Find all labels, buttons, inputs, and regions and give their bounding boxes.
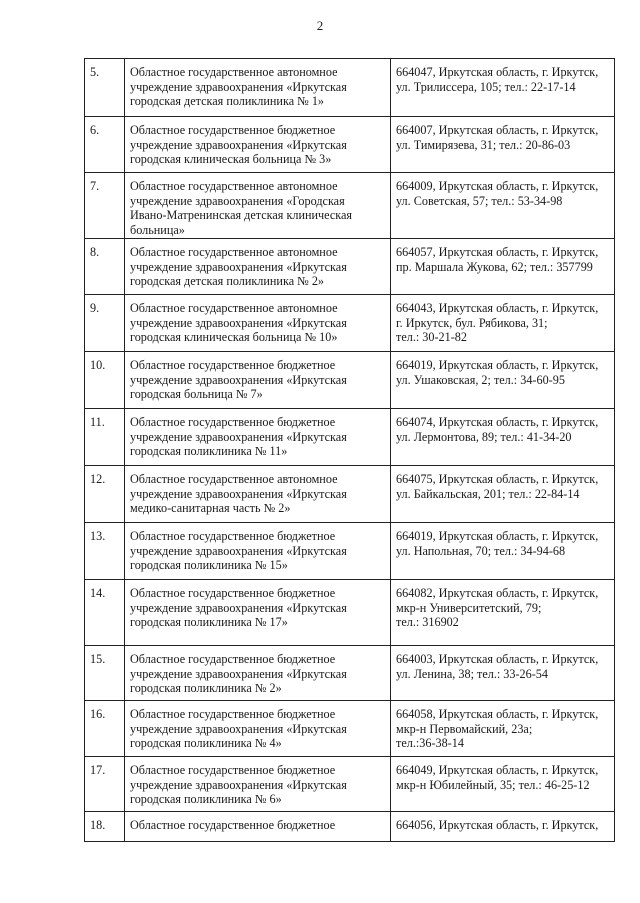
row-number: 12. <box>85 466 125 523</box>
institution-name <box>125 117 391 173</box>
institution-address-line: 664019, Иркутская область, г. Иркутск, <box>396 529 599 543</box>
table-body <box>85 59 615 842</box>
institution-address-line: ул. Советская, 57; тел.: 53-34-98 <box>396 193 563 208</box>
institution-name <box>125 523 391 580</box>
institution-address-line: 664049, Иркутская область, г. Иркутск, <box>396 763 599 777</box>
institution-name-line: Областное государственное автономное <box>130 245 338 259</box>
institution-address-line: ул. Тимирязева, 31; тел.: 20-86-03 <box>396 137 571 152</box>
row-number: 16. <box>85 701 125 757</box>
institution-address <box>391 117 615 173</box>
institution-name <box>125 409 391 466</box>
institution-name-line: городская детская поликлиника № 2» <box>130 274 325 289</box>
institution-name-line: городская поликлиника № 2» <box>130 681 282 696</box>
institution-name-line: учреждение здравоохранения «Иркутская <box>130 486 347 501</box>
institution-address <box>391 239 615 295</box>
institution-name-line: Областное государственное бюджетное <box>130 415 336 429</box>
institution-address-line: 664082, Иркутская область, г. Иркутск, <box>396 586 599 600</box>
institution-name-line: учреждение здравоохранения «Иркутская <box>130 79 347 94</box>
institution-name-line: учреждение здравоохранения «Иркутская <box>130 429 347 444</box>
institution-name-line: городская клиническая больница № 10» <box>130 330 338 345</box>
institution-address <box>391 352 615 409</box>
institution-name-line: Областное государственное бюджетное <box>130 763 336 777</box>
institution-address-line: мкр-н Юбилейный, 35; тел.: 46-25-12 <box>396 777 590 792</box>
institution-name <box>125 352 391 409</box>
institution-address-line: 664043, Иркутская область, г. Иркутск, <box>396 301 599 315</box>
table-row <box>85 239 615 295</box>
institution-address-line: ул. Ленина, 38; тел.: 33-26-54 <box>396 666 548 681</box>
institution-address-line: мкр-н Первомайский, 23а; <box>396 721 533 736</box>
row-number: 13. <box>85 523 125 580</box>
institution-name-line: Областное государственное автономное <box>130 472 338 486</box>
row-number: 14. <box>85 580 125 646</box>
table-row <box>85 701 615 757</box>
institution-address-line: 664058, Иркутская область, г. Иркутск, <box>396 707 599 721</box>
institution-name-line: учреждение здравоохранения «Иркутская <box>130 600 347 615</box>
row-number: 8. <box>85 239 125 295</box>
institution-address-line: 664009, Иркутская область, г. Иркутск, <box>396 179 599 193</box>
institution-address-line: 664075, Иркутская область, г. Иркутск, <box>396 472 599 486</box>
institution-address <box>391 523 615 580</box>
institution-name-line: учреждение здравоохранения «Иркутская <box>130 777 347 792</box>
institution-name-line: медико-санитарная часть № 2» <box>130 501 291 516</box>
institution-address-line: ул. Лермонтова, 89; тел.: 41-34-20 <box>396 429 572 444</box>
table-row <box>85 117 615 173</box>
row-number: 6. <box>85 117 125 173</box>
institution-name-line: городская поликлиника № 6» <box>130 792 282 807</box>
institution-name-line: Областное государственное бюджетное <box>130 358 336 372</box>
table-row <box>85 295 615 352</box>
institution-name-line: Областное государственное бюджетное <box>130 707 336 721</box>
institution-name <box>125 59 391 117</box>
institution-name-line: Ивано-Матренинская детская клиническая <box>130 208 353 223</box>
institution-address-line: 664019, Иркутская область, г. Иркутск, <box>396 358 599 372</box>
institution-address-line: 664003, Иркутская область, г. Иркутск, <box>396 652 599 666</box>
institution-address-line: ул. Напольная, 70; тел.: 34-94-68 <box>396 543 566 558</box>
institution-name-line: учреждение здравоохранения «Иркутская <box>130 259 347 274</box>
institution-name-line: учреждение здравоохранения «Иркутская <box>130 543 347 558</box>
institution-address-line: мкр-н Университетский, 79; <box>396 600 542 615</box>
institution-name-line: учреждение здравоохранения «Иркутская <box>130 315 347 330</box>
institution-name <box>125 239 391 295</box>
institution-name-line: городская поликлиника № 11» <box>130 444 288 459</box>
institution-name-line: учреждение здравоохранения «Иркутская <box>130 372 347 387</box>
institution-address <box>391 812 615 842</box>
institution-name-line: Областное государственное автономное <box>130 179 338 193</box>
institution-name-line: Областное государственное автономное <box>130 65 338 79</box>
institutions-table <box>84 58 615 842</box>
institution-name <box>125 646 391 701</box>
institution-name-line: городская поликлиника № 17» <box>130 615 288 630</box>
row-number: 10. <box>85 352 125 409</box>
row-number: 9. <box>85 295 125 352</box>
table-row <box>85 409 615 466</box>
table-row <box>85 757 615 812</box>
institution-name-line: Областное государственное автономное <box>130 301 338 315</box>
row-number: 5. <box>85 59 125 117</box>
institution-address <box>391 59 615 117</box>
institution-address-line: тел.: 316902 <box>396 615 459 630</box>
institution-address <box>391 757 615 812</box>
row-number: 15. <box>85 646 125 701</box>
institution-address <box>391 466 615 523</box>
table-row <box>85 523 615 580</box>
institution-address-line: пр. Маршала Жукова, 62; тел.: 357799 <box>396 259 593 274</box>
institution-name-line: городская детская поликлиника № 1» <box>130 94 325 109</box>
table-row <box>85 580 615 646</box>
institution-address-line: 664056, Иркутская область, г. Иркутск, <box>396 818 599 832</box>
institution-address-line: 664047, Иркутская область, г. Иркутск, <box>396 65 599 79</box>
institution-name-line: городская поликлиника № 15» <box>130 558 288 573</box>
institution-address <box>391 580 615 646</box>
institution-name <box>125 466 391 523</box>
institution-name <box>125 701 391 757</box>
institution-address-line: тел.:36-38-14 <box>396 736 464 751</box>
page-number: 2 <box>316 18 324 33</box>
institution-address <box>391 646 615 701</box>
institution-name-line: больница» <box>130 222 185 237</box>
institution-name <box>125 757 391 812</box>
institution-address-line: ул. Ушаковская, 2; тел.: 34-60-95 <box>396 372 565 387</box>
table-row <box>85 466 615 523</box>
institution-name-line: Областное государственное бюджетное <box>130 818 336 832</box>
row-number: 17. <box>85 757 125 812</box>
institution-name-line: Областное государственное бюджетное <box>130 123 336 137</box>
institution-name <box>125 812 391 842</box>
table-row <box>85 352 615 409</box>
institution-name-line: городская больница № 7» <box>130 387 263 402</box>
row-number: 7. <box>85 173 125 239</box>
institution-name-line: Областное государственное бюджетное <box>130 586 336 600</box>
institution-address-line: 664057, Иркутская область, г. Иркутск, <box>396 245 599 259</box>
institution-name-line: учреждение здравоохранения «Городская <box>130 193 345 208</box>
institution-name-line: учреждение здравоохранения «Иркутская <box>130 666 347 681</box>
institution-name-line: учреждение здравоохранения «Иркутская <box>130 137 347 152</box>
institution-name-line: городская клиническая больница № 3» <box>130 152 332 167</box>
row-number: 11. <box>85 409 125 466</box>
row-number: 18. <box>85 812 125 842</box>
institution-name <box>125 580 391 646</box>
institution-address-line: 664074, Иркутская область, г. Иркутск, <box>396 415 599 429</box>
institution-address-line: г. Иркутск, бул. Рябикова, 31; <box>396 315 548 330</box>
institution-address-line: ул. Трилиссера, 105; тел.: 22-17-14 <box>396 79 576 94</box>
institution-address <box>391 295 615 352</box>
institution-address <box>391 173 615 239</box>
institution-address <box>391 409 615 466</box>
institution-name-line: городская поликлиника № 4» <box>130 736 282 751</box>
table-row <box>85 646 615 701</box>
institution-address-line: тел.: 30-21-82 <box>396 330 467 345</box>
institution-address-line: 664007, Иркутская область, г. Иркутск, <box>396 123 599 137</box>
institution-name-line: учреждение здравоохранения «Иркутская <box>130 721 347 736</box>
institution-address-line: ул. Байкальская, 201; тел.: 22-84-14 <box>396 486 580 501</box>
institution-address <box>391 701 615 757</box>
table-row <box>85 812 615 842</box>
institution-name-line: Областное государственное бюджетное <box>130 652 336 666</box>
institution-name <box>125 173 391 239</box>
table-row <box>85 59 615 117</box>
table-row <box>85 173 615 239</box>
institution-name <box>125 295 391 352</box>
institution-name-line: Областное государственное бюджетное <box>130 529 336 543</box>
